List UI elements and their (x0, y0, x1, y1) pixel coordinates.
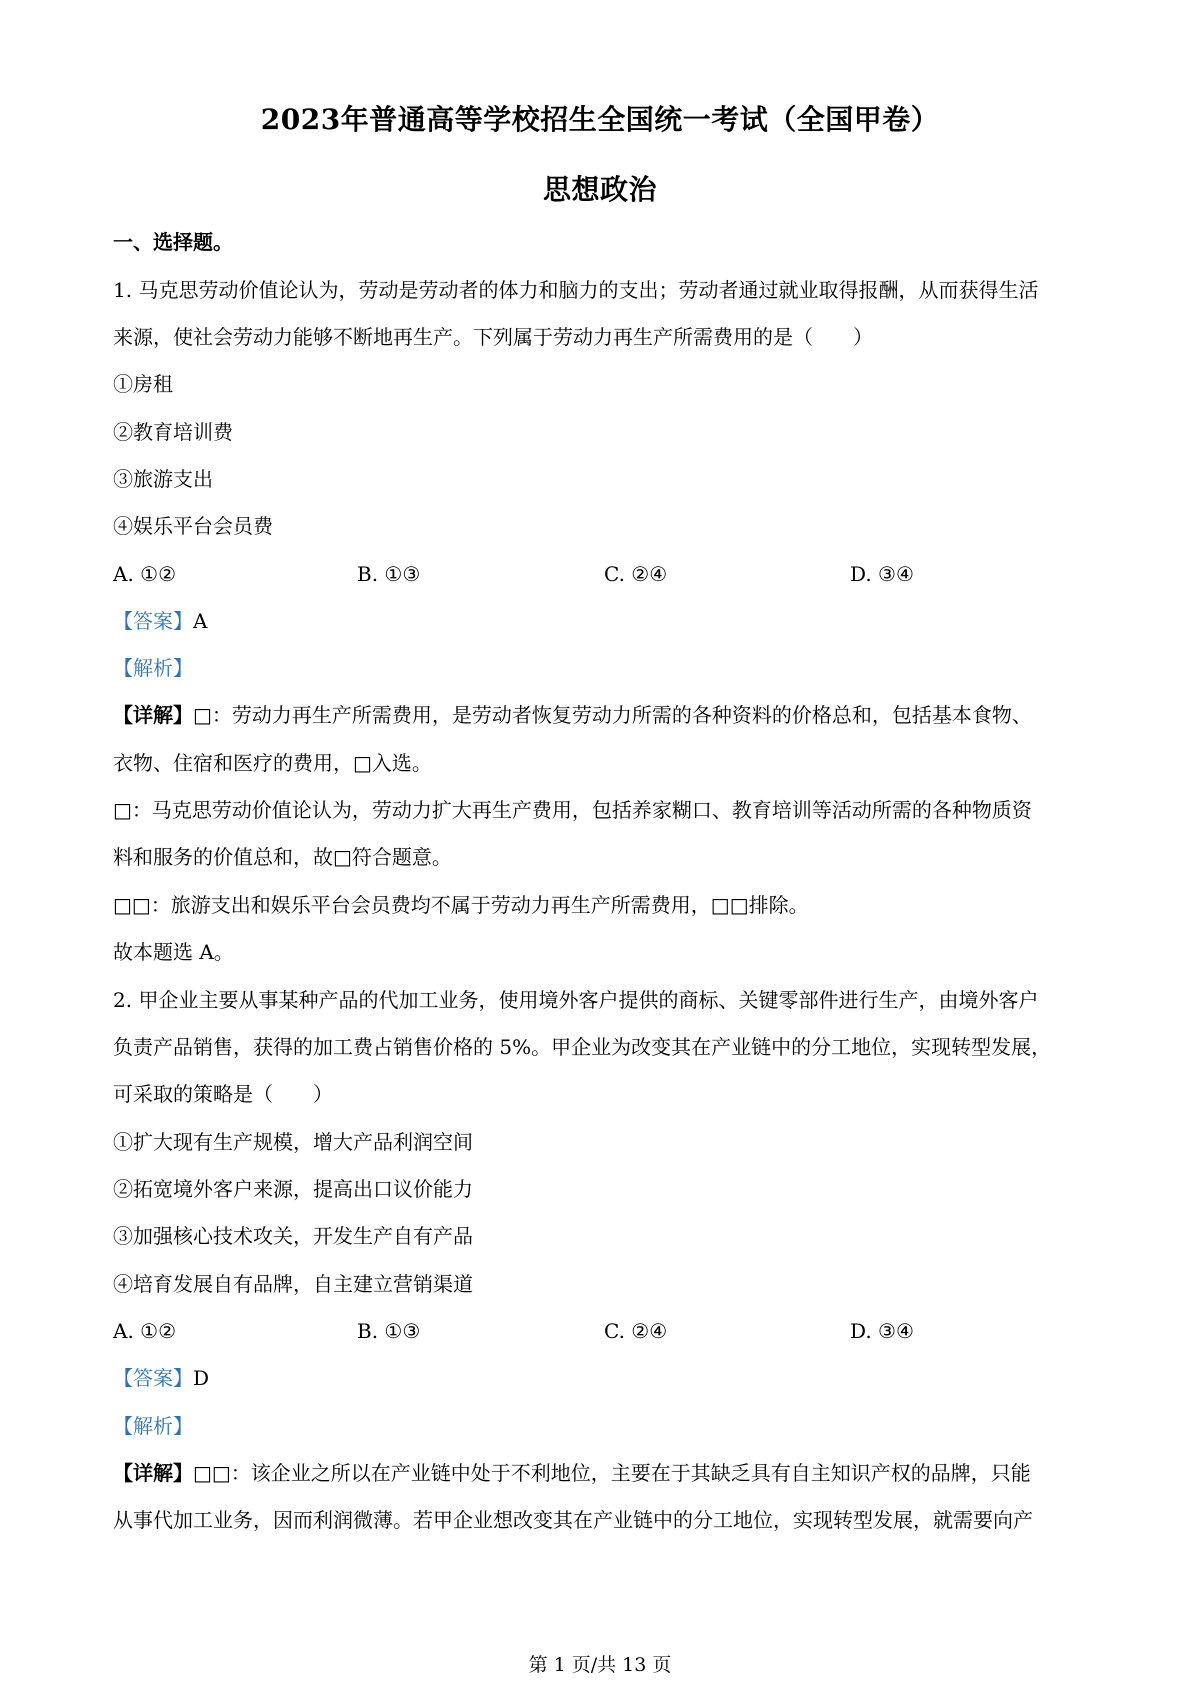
q2-detail-text-1: □□：该企业之所以在产业链中处于不利地位，主要在于其缺乏具有自主知识产权的品牌，只能 (193, 1461, 1031, 1485)
q1-option-a: A. ①② (113, 562, 177, 586)
q1-option-c: C. ②④ (604, 562, 668, 586)
q2-stem-line-3: 可采取的策略是（ ） (113, 1082, 333, 1106)
q1-detail-tag: 【详解】 (113, 703, 193, 727)
q2-item-4: ④培育发展自有品牌，自主建立营销渠道 (113, 1272, 473, 1296)
q2-answer-value: D (193, 1366, 210, 1390)
q2-item-2: ②拓宽境外客户来源，提高出口议价能力 (113, 1177, 473, 1201)
q1-detail-line-5: □□：旅游支出和娱乐平台会员费均不属于劳动力再生产所需费用，□□排除。 (113, 893, 809, 917)
q1-detail-line-3: □：马克思劳动价值论认为，劳动力扩大再生产费用，包括养家糊口、教育培训等活动所需的各种物质资 (113, 798, 1032, 822)
q1-detail-line-4: 料和服务的价值总和，故□符合题意。 (113, 845, 452, 869)
q1-item-4: ④娱乐平台会员费 (113, 514, 273, 538)
q2-option-a: A. ①② (113, 1319, 177, 1343)
q1-detail-line-1 (113, 701, 1032, 729)
q1-detail-line-2: 衣物、住宿和医疗的费用，□入选。 (113, 751, 432, 775)
exam-title: 2023年普通高等学校招生全国统一考试（全国甲卷） (260, 103, 940, 136)
q1-stem-line-2: 来源，使社会劳动力能够不断地再生产。下列属于劳动力再生产所需费用的是（ ） (113, 325, 873, 349)
q2-answer-line (113, 1364, 209, 1392)
q1-answer-line (113, 607, 207, 635)
section-heading: 一、选择题。 (113, 230, 233, 254)
q1-analysis-tag: 【解析】 (113, 656, 193, 680)
q2-detail-tag: 【详解】 (113, 1461, 193, 1485)
q1-option-d: D. ③④ (850, 562, 914, 586)
q2-detail-line-1 (113, 1459, 1031, 1487)
q1-option-b: B. ①③ (357, 562, 421, 586)
subject-title: 思想政治 (542, 173, 657, 206)
q1-item-2: ②教育培训费 (113, 420, 233, 444)
q2-stem-line-2: 负责产品销售，获得的加工费占销售价格的 5%。甲企业为改变其在产业链中的分工地位，实现转型发展， (113, 1035, 1052, 1059)
q2-answer-tag: 【答案】 (113, 1366, 193, 1390)
q2-detail-line-2: 从事代加工业务，因而利润微薄。若甲企业想改变其在产业链中的分工地位，实现转型发展，就需要向产 (113, 1508, 1033, 1532)
q2-analysis-tag: 【解析】 (113, 1414, 193, 1438)
q2-option-d: D. ③④ (850, 1319, 914, 1343)
q1-answer-value: A (193, 609, 208, 633)
q1-detail-text-1: □：劳动力再生产所需费用，是劳动者恢复劳动力所需的各种资料的价格总和，包括基本食物、 (193, 703, 1032, 727)
q1-conclusion: 故本题选 A。 (113, 940, 234, 964)
q1-item-3: ③旅游支出 (113, 467, 213, 491)
q2-item-3: ③加强核心技术攻关，开发生产自有产品 (113, 1224, 473, 1248)
page-footer: 第 1 页/共 13 页 (528, 1654, 672, 1676)
q2-item-1: ①扩大现有生产规模，增大产品利润空间 (113, 1130, 473, 1154)
q2-option-c: C. ②④ (604, 1319, 668, 1343)
q1-stem-line-1: 1. 马克思劳动价值论认为，劳动是劳动者的体力和脑力的支出；劳动者通过就业取得报酬，从而获得生活 (113, 278, 1039, 302)
q2-option-b: B. ①③ (357, 1319, 421, 1343)
q2-stem-line-1: 2. 甲企业主要从事某种产品的代加工业务，使用境外客户提供的商标、关键零部件进行生产，由境外客户 (113, 988, 1039, 1012)
q1-item-1: ①房租 (113, 372, 173, 396)
q1-answer-tag: 【答案】 (113, 609, 193, 633)
